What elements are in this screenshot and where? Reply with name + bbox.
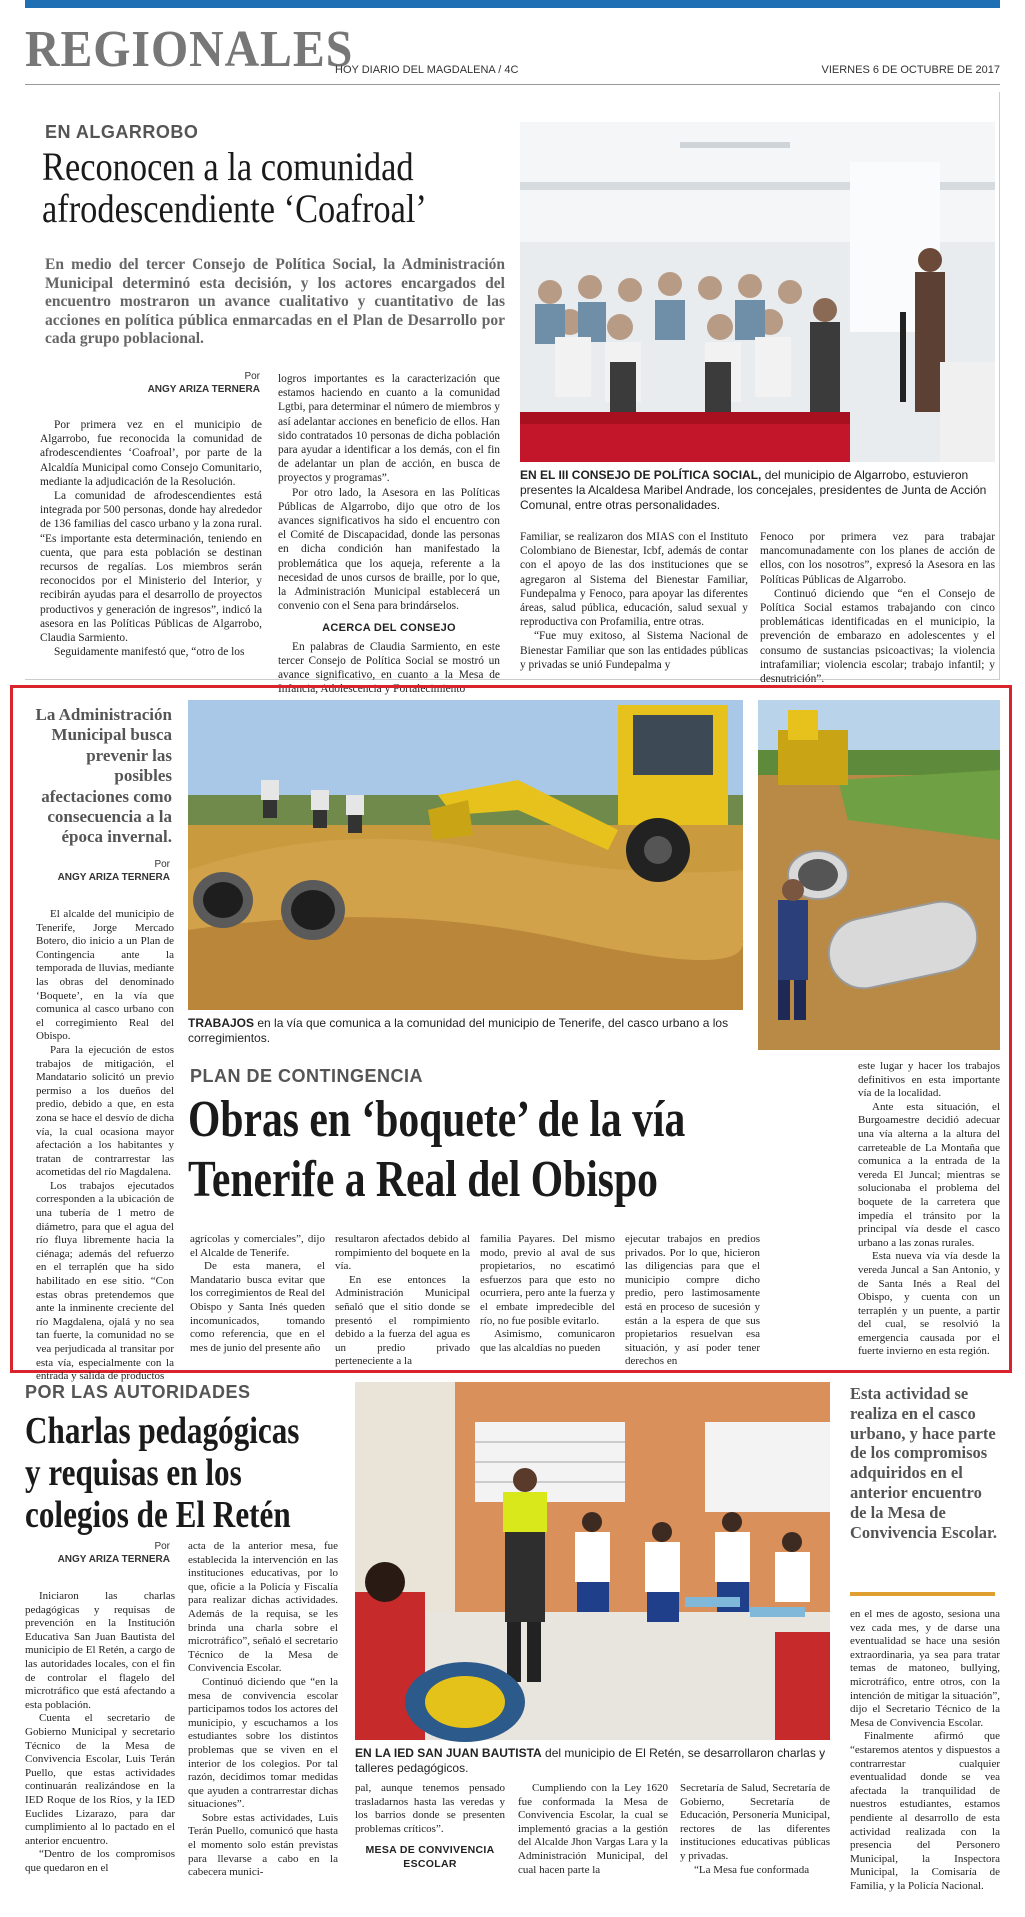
article3-headline-line1: Charlas pedagógicas	[25, 1410, 300, 1452]
article2-photo-caption	[188, 1016, 743, 1046]
article2-headline	[188, 1090, 685, 1210]
byline-name: ANGY ARIZA TERNERA	[57, 872, 170, 883]
article1-col2	[278, 372, 500, 696]
paragraph: agrícolas y comerciales”, dijo el Alcalde de Tenerife.	[190, 1233, 325, 1259]
article3-headline-line3: colegios de El Retén	[25, 1494, 291, 1536]
paragraph: En ese entonces la Administración Municipal señaló que el sitio donde se presentó el rompimiento debido a la fuerza del agua es un predio privado perteneciente a la	[335, 1273, 470, 1368]
paragraph: Finalmente afirmó que “estaremos atentos y dispuestos a contrarrestar cualquier eventualidad donde se vea afectada la tranquilidad de nuestros estudiantes, estamos pendiente al desarrollo de esta actividad realizada con la presencia del Personero Municipal, la Inspectora Municipal, la Comisaría de Familia, y la Policía Nacional.	[850, 1730, 1000, 1892]
article1-deck: En medio del tercer Consejo de Política Social, la Administración Municipal determinó esta decisión, y los actores encargados del encuentro mostraron un avance cualitativo y cuantitativo de las acciones en política pública enmarcadas en el Plan de Desarrollo por cada grupo poblacional.	[45, 256, 505, 347]
article1-byline	[130, 370, 260, 396]
article1-col4	[760, 530, 995, 686]
article1-kicker: EN ALGARROBO	[45, 122, 199, 142]
byline-name: ANGY ARIZA TERNERA	[57, 1554, 170, 1565]
byline-por: Por	[154, 859, 170, 870]
paragraph: “Fue muy exitoso, al Sistema Nacional de Bienestar Familiar que son las entidades públicas y privadas se unió Fundepalma y	[520, 630, 748, 671]
top-color-bar	[25, 0, 1000, 8]
caption-lead: EN EL III CONSEJO DE POLÍTICA SOCIAL,	[520, 468, 762, 482]
article3-byline	[40, 1540, 170, 1566]
caption-lead: TRABAJOS	[188, 1016, 255, 1030]
paragraph: Cumpliendo con la Ley 1620 fue conformada la Mesa de Convivencia Escolar, la cual se implementó gracias a la gestión del Alcalde Jhon Vargas Lara y la Administración Municipal, del cual hacen parte la	[518, 1782, 668, 1876]
paragraph: en el mes de agosto, sesiona una vez cada mes, y de darse una eventualidad se hace una sesión extraordinaria, ya sea para tratar temas de matoneo, bullying, microtráfico, entre otros, con la intención de mitigar la situación”, dijo el Secretario Técnico de la Mesa de Convivencia Escolar.	[850, 1608, 1000, 1729]
paragraph: Fenoco por primera vez para trabajar mancomunadamente con los planes de acción de ellos, con los nosotros”, expresó la Asesora en las Políticas Públicas de Algarrobo.	[760, 531, 995, 586]
paragraph: acta de la anterior mesa, fue establecida la intervención en las instituciones educativas, por lo que, oficie a la Policía y Fiscalía para realizar dichas actividades. Además de la requisa, se les brinda una charla sobre el microtráfico”, señaló el secretario Técnico de la Mesa de Convivencia Escolar.	[188, 1540, 338, 1675]
article2-photo-pipes	[758, 700, 1000, 1050]
paragraph: Esta nueva vía vía desde la vereda Juncal a San Antonio, y de Santa Inés a Real del Obispo, y cuenta con un terraplén y un puente, a partir del cual, se resolvió la emergencia causada por el fuerte invierno en esta región.	[858, 1250, 1000, 1358]
byline-name: ANGY ARIZA TERNERA	[147, 384, 260, 395]
article1-photo-caption	[520, 468, 995, 513]
article3-kicker: POR LAS AUTORIDADES	[25, 1382, 251, 1402]
article2-col6	[858, 1060, 1000, 1365]
paragraph: familia Payares. Del mismo modo, previo al aval de sus propietarios, no escatimó esfuerzos para que esto no ocurriera, pero ante la fuerza y el embate impredecible del río, no fue posible evitarlo.	[480, 1233, 615, 1327]
paragraph: Secretaría de Salud, Secretaría de Gobierno, Secretaría de Educación, Personería Municipal, rectores de las diferentes instituciones educativas públicas y privadas.	[680, 1782, 830, 1862]
paragraph: Los trabajos ejecutados corresponden a la ubicación de una tubería de 1 metro de diámetro, para que el agua del río fluya libremente hacia la ciénaga; además del refuerzo en el terraplén que ha sido habilitado en ese sitio. “Con estas obras pretendemos que ante la inminente creciente del río Magdalena, ojalá y no sea tan fuerte, la comunidad no se vea perjudicada al transitar por esta vía, especialmente con la entrada y salida de productos	[36, 1179, 174, 1383]
article2-headline-line1: Obras en ‘boquete’ de la vía	[188, 1091, 686, 1148]
paragraph: Asimismo, comunicaron que las alcaldías no pueden	[480, 1328, 615, 1354]
issue-date: VIERNES 6 DE OCTUBRE DE 2017	[821, 64, 1000, 76]
article2-col1	[36, 908, 174, 1383]
paragraph: Para la ejecución de estos trabajos de mitigación, el Mandatario solicitó un previo permiso a los dueños del predio, debido a que, en esta zona se hace el desvío de dicha vía, la cual ocasiona mayor afectación a los habitantes y tratan de contrarrestar las acometidas del río Magdalena.	[36, 1043, 174, 1179]
paragraph: “La Mesa fue conformada	[694, 1863, 810, 1876]
paragraph: este lugar y hacer los trabajos definitivos en esta importante vía de la localidad.	[858, 1060, 1000, 1100]
paragraph: Iniciaron las charlas pedagógicas y requisas de prevención en la Institución Educativa San Juan Bautista del municipio de El Retén, a cargo de las autoridades locales, con el fin de controlar el flagelo del microtráfico que está afectando a esta población.	[25, 1590, 175, 1711]
paragraph: Seguidamente manifestó que, “otro de los	[54, 646, 245, 659]
caption-text: en la vía que comunica a la comunidad del municipio de Tenerife, del casco urbano a los corregimientos.	[188, 1016, 729, 1045]
paragraph: El alcalde del municipio de Tenerife, Jorge Mercado Botero, dio inicio a un Plan de Contingencia ante la temporada de lluvias, mediante las obras del denominado ‘Boquete’, en la vía que comunica al casco urbano con el corregimiento Real del Obispo.	[36, 908, 174, 1043]
article2-col2	[190, 1233, 325, 1363]
article3-col1	[25, 1590, 175, 1910]
article1-headline	[42, 146, 427, 230]
article2-pull-quote: La Administración Municipal busca prevenir las posibles afectaciones como consecuencia a la época invernal.	[35, 705, 172, 847]
paragraph: Ante esta situación, el Burgoamestre decidió adecuar una vía alterna a la altura del carreteable de La Montaña que comunica a la entrada de la vereda El Juncal; mientras se solucionaba el problema del boquete de la carretera que impedía el tránsito por la principal vía desde el casco urbano a las zonas rurales.	[858, 1100, 1000, 1249]
byline-por: Por	[244, 371, 260, 382]
caption-text: del municipio de Algarrobo, estuvieron presentes la Alcaldesa Maribel Andrade, los concejales, presidentes de Junta de Acción Comunal, entre otras personalidades.	[520, 468, 987, 512]
paragraph: Familiar, se realizaron dos MIAS con el Instituto Colombiano de Bienestar, Icbf, además de contar con el apoyo de las dos instituciones que se agregaron al Sistema del Bienestar Familiar, Fundepalma y Fenoco, para apoyar las diferentes áreas, salud pública, educación, salud sexual y reproductiva con Profamilia, entre otras.	[520, 531, 748, 629]
article1-headline-line2: afrodescendiente ‘Coafroal’	[42, 186, 427, 231]
article2-col4	[480, 1233, 615, 1363]
caption-lead: EN LA IED SAN JUAN BAUTISTA	[355, 1746, 542, 1760]
paragraph: ejecutar trabajos en predios privados. Por lo que, hicieron las diligencias para que el municipio compre dicho predio, pero lastimosamente está en proceso de sucesión y están a la espera de que sus propietarios resuelvan esa situación, y así poder tener derechos en	[625, 1233, 760, 1368]
paragraph: En palabras de Claudia Sarmiento, en este tercer Consejo de Política Social se mostró un avance significativo, en cuanto a la Mesa de Infancia, Adolescencia y Fortalecimiento	[278, 640, 500, 696]
paragraph: Por otro lado, la Asesora en las Políticas Públicas de Algarrobo, dijo que otro de los avances significativos ha sido el encuentro con el Comité de Discapacidad, donde las personas en dicha condición han manifestado la problemática que los aqueja, referente a la necesidad de unos cursos de braille, por lo que, la Administración Municipal establecerá un convenio con el Sena para brindárselos.	[278, 486, 500, 613]
paragraph: Sobre estas actividades, Luis Terán Puello, comunicó que hasta el momento solo están previstas para llevarse a cabo en la cabecera munici-	[188, 1811, 338, 1879]
paragraph: logros importantes es la caracterización que estamos haciendo en cuanto a la comunidad Lgtbi, para determinar el número de miembros y así adelantar acciones en beneficio de ellos. Han sido contratados 10 personas de dicha población para ayudar a identificar a los demás, con el fin de adelantar un plan de acción, en busca de proyectos y programas”.	[278, 373, 500, 485]
article2-col3	[335, 1233, 470, 1368]
article2-byline	[40, 858, 170, 884]
paragraph: Continuó diciendo que “en la mesa de convivencia escolar participamos todos los actores del municipio, y escuchamos a los estudiantes sobre los distintos problemas que se viven en el interior de los colegios. Por tal razón, decidimos tomar medidas que ayuden a contrarrestar dichas situaciones”.	[188, 1675, 338, 1811]
masthead-rule	[25, 84, 1000, 85]
article2-photo-excavator	[188, 700, 743, 1010]
article3-col3	[355, 1782, 505, 1912]
paragraph: pal, aunque tenemos pensado trasladarnos hasta las veredas y los barrios donde se presenten problemas críticos”.	[355, 1782, 505, 1835]
article3-col2	[188, 1540, 338, 1910]
subheading: ACERCA DEL CONSEJO	[322, 622, 456, 635]
subheading: MESA DE CONVIVENCIA ESCOLAR	[365, 1844, 495, 1870]
article3-col5	[680, 1782, 830, 1912]
article3-photo-caption	[355, 1746, 830, 1776]
paragraph: Por primera vez en el municipio de Algarrobo, fue reconocida la comunidad de afrodescendientes ‘Coafroal’, por parte de la Alcaldía Municipal como Consejo Comunitario, mediante la adjudicación de la Resolución.	[40, 419, 262, 488]
paragraph: De esta manera, el Mandatario busca evitar que los corregimientos de Real del Obispo y Santa Inés queden incomunicados, tomando como referencia, que en el mes de junio del presente año	[190, 1260, 325, 1354]
article2-col5	[625, 1233, 760, 1368]
caption-text: del municipio de El Retén, se desarrollaron charlas y talleres pedagógicos.	[355, 1746, 826, 1775]
section-title: REGIONALES	[25, 21, 354, 78]
paper-name: HOY DIARIO DEL MAGDALENA / 4C	[335, 64, 519, 76]
quote-rule	[850, 1592, 995, 1596]
paragraph: “Dentro de los compromisos que quedaron en el	[25, 1848, 175, 1874]
article2-kicker: PLAN DE CONTINGENCIA	[190, 1066, 424, 1086]
article3-headline-line2: y requisas en los	[25, 1452, 242, 1494]
article1-photo-meeting	[520, 122, 995, 462]
article3-pull-quote: Esta actividad se realiza en el casco urbano, y hace parte de los compromisos adquiridos en el anterior encuentro de la Mesa de Convivencia Escolar.	[850, 1384, 997, 1542]
article1-col3	[520, 530, 748, 675]
article3-col6	[850, 1608, 1000, 1910]
article1-col1	[40, 418, 262, 675]
article3-headline	[25, 1410, 299, 1536]
article3-photo-classroom	[355, 1382, 830, 1740]
paragraph: Cuenta el secretario de Gobierno Municipal y secretario Técnico de la Mesa de Convivencia Escolar, Luis Terán Puello, que estas actividades continuarán realizándose en la IED Roque de los Ríos, y la IED Euclides Lizarazo, para dar cumplimiento al lo pactado en el anterior encuentro.	[25, 1712, 175, 1847]
article3-col4	[518, 1782, 668, 1912]
article2-headline-line2: Tenerife a Real del Obispo	[188, 1151, 658, 1208]
byline-por: Por	[154, 1541, 170, 1552]
paragraph: Continuó diciendo que “en el Consejo de Política Social estamos trabajando con cinco problemáticas identificadas en el municipio, la prevención de embarazo en adolescentes y el consumo de sustancias psicoactivas; la violencia intrafamiliar; violencia escolar; trabajo infantil; y desnutrición”.	[760, 587, 995, 686]
paragraph: resultaron afectados debido al rompimiento del boquete en la vía.	[335, 1233, 470, 1273]
article1-headline-line1: Reconocen a la comunidad	[42, 144, 414, 189]
paragraph: La comunidad de afrodescendientes está integrada por 500 personas, donde hay alrededor de 136 familias del casco urbano y la zona rural. “Es importante esta determinación, teniendo en cuenta, que para esta población se destinan recursos de regalías. Los miembros serán reconocidos por el Ministerio del Interior, y recibirán ayudas para el desarrollo de proyectos productivos y generación de ingresos”, indicó la asesora en las Políticas Públicas de Algarrobo, Claudia Sarmiento.	[40, 490, 262, 645]
